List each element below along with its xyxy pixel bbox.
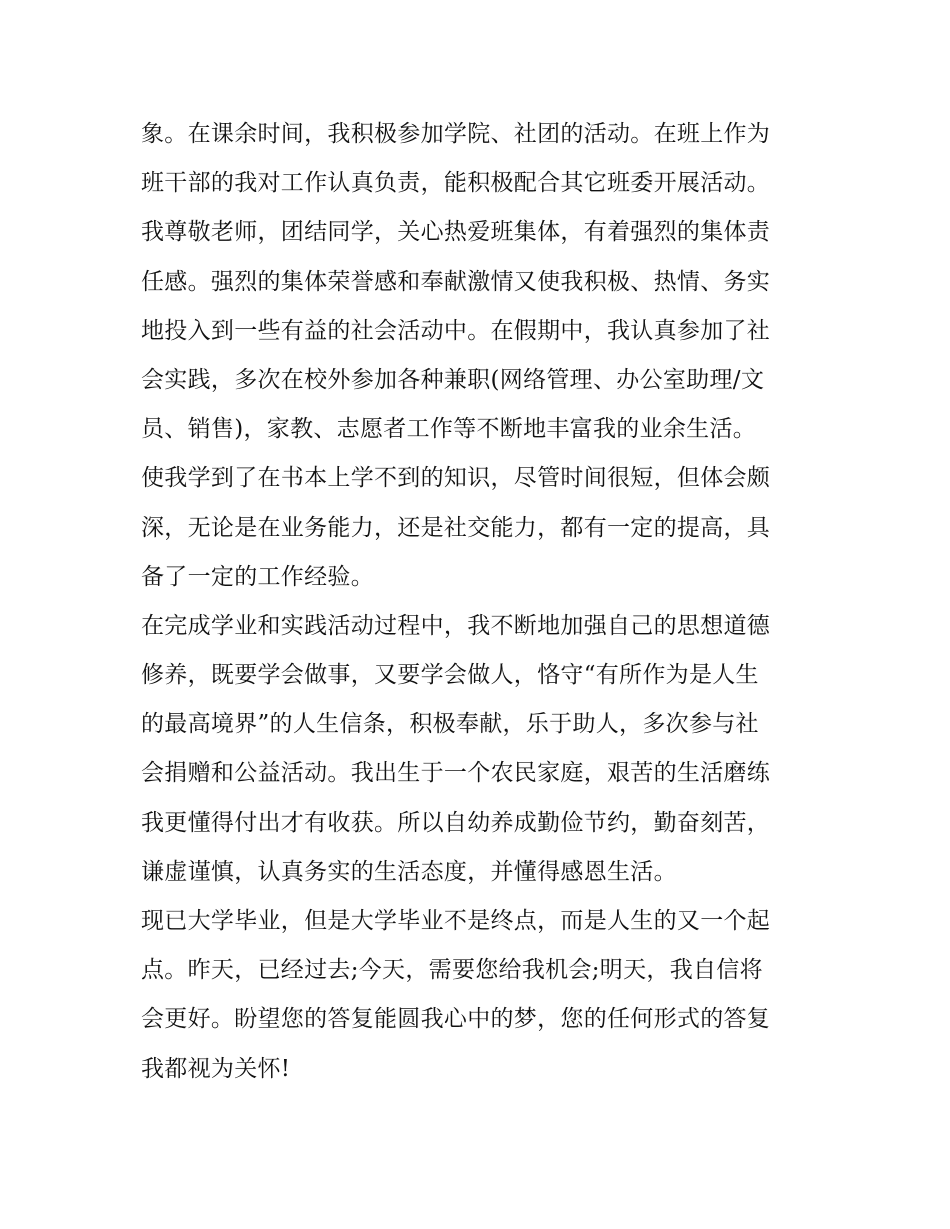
text-line: 班干部的我对工作认真负责，能积极配合其它班委开展活动。 <box>141 170 771 197</box>
text-line: 任感。强烈的集体荣誉感和奉献激情又使我积极、热情、务实 <box>141 268 771 295</box>
text-line: 的最高境界”的人生信条，积极奉献，乐于助人，多次参与社 <box>141 711 759 738</box>
text-line: 我尊敬老师，团结同学，关心热爱班集体，有着强烈的集体责 <box>141 219 771 246</box>
text-line: 象。在课余时间，我积极参加学院、社团的活动。在班上作为 <box>141 121 771 147</box>
text-line: 会捐赠和公益活动。我出生于一个农民家庭，艰苦的生活磨练 <box>141 760 771 787</box>
text-line: 修养，既要学会做事，又要学会做人，恪守“有所作为是人生 <box>141 662 759 689</box>
text-line: 深，无论是在业务能力，还是社交能力，都有一定的提高，具 <box>141 514 771 541</box>
text-line: 我更懂得付出才有收获。所以自幼养成勤俭节约，勤奋刻苦， <box>141 809 771 836</box>
text-line: 谦虚谨慎，认真务实的生活态度，并懂得感恩生活。 <box>141 858 677 885</box>
text-line: 现已大学毕业，但是大学毕业不是终点，而是人生的又一个起 <box>141 908 771 934</box>
text-line: 员、销售)，家教、志愿者工作等不断地丰富我的业余生活。 <box>141 416 757 443</box>
text-line: 点。昨天，已经过去;今天，需要您给我机会;明天，我自信将 <box>141 957 763 984</box>
text-line: 会实践，多次在校外参加各种兼职(网络管理、办公室助理/文 <box>141 366 765 393</box>
text-line: 使我学到了在书本上学不到的知识，尽管时间很短，但体会颇 <box>141 465 771 492</box>
text-line: 会更好。盼望您的答复能圆我心中的梦，您的任何形式的答复 <box>141 1006 771 1033</box>
document-body <box>141 110 813 1094</box>
text-line: 地投入到一些有益的社会活动中。在假期中，我认真参加了社 <box>141 317 771 344</box>
text-line: 备了一定的工作经验。 <box>141 563 374 590</box>
text-line: 在完成学业和实践活动过程中，我不断地加强自己的思想道德 <box>141 612 771 639</box>
text-line: 我都视为关怀! <box>141 1055 291 1082</box>
